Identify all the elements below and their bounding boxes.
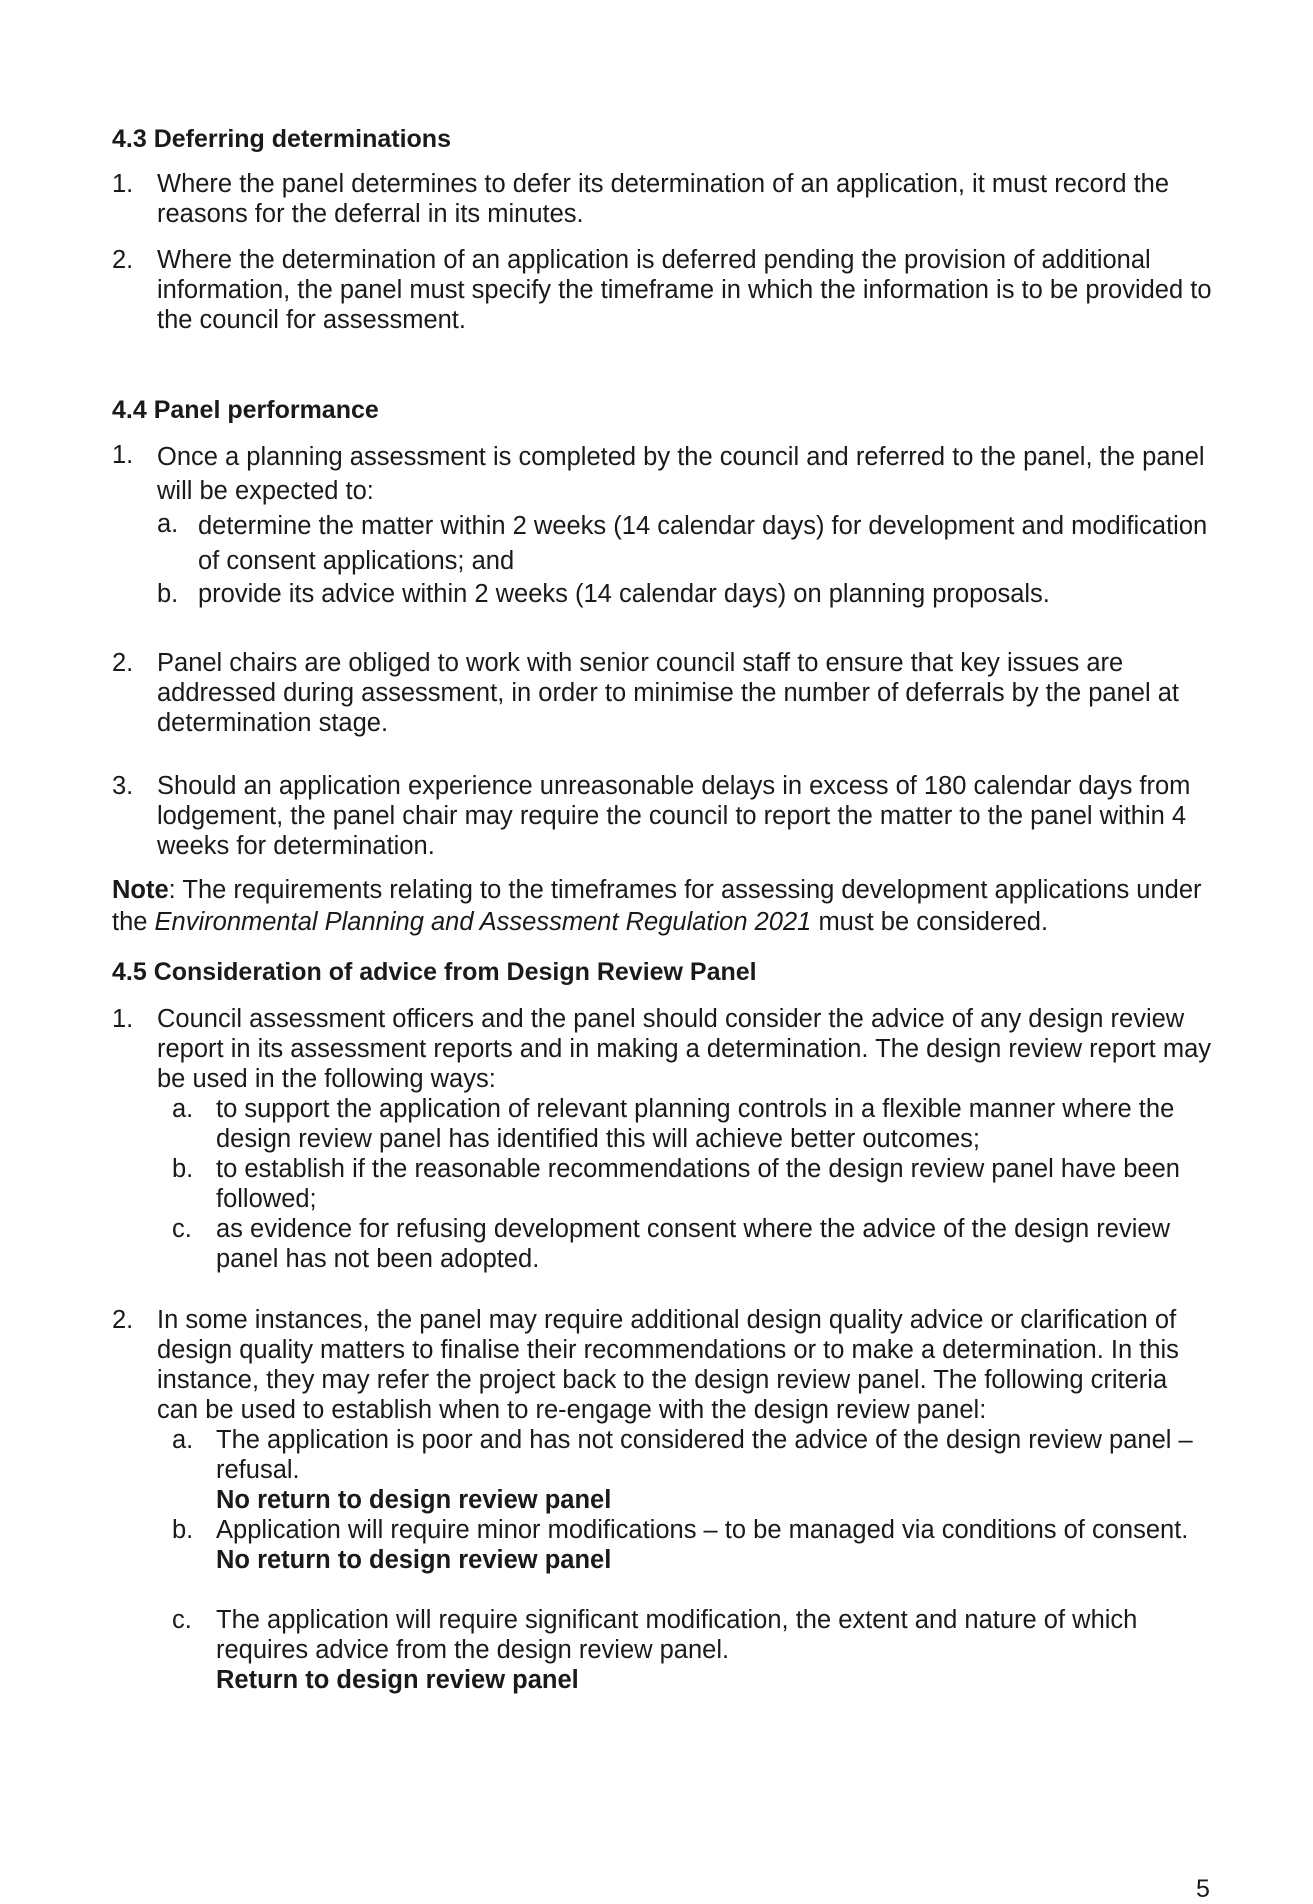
sub-list-marker: a. xyxy=(157,510,179,538)
sub-list-marker: b. xyxy=(172,1155,194,1183)
list-marker: 1. xyxy=(112,441,134,469)
criterion-outcome: Return to design review panel xyxy=(216,1666,579,1694)
sub-list-marker: a. xyxy=(172,1095,194,1123)
note-paragraph xyxy=(112,874,1212,938)
list-marker: 1. xyxy=(112,170,134,198)
note-label: Note xyxy=(112,876,169,904)
list-item-text: Once a planning assessment is completed by the council and referred to the panel, the panel will be expected to: xyxy=(157,443,1205,505)
list-marker: 1. xyxy=(112,1005,134,1033)
sub-list-item-text xyxy=(216,1515,1212,1575)
sub-list-marker: a. xyxy=(172,1426,194,1454)
list-item-text: Should an application experience unreasonable delays in excess of 180 calendar days from lodgement, the panel chair may require the council to report the matter to the panel within 4 weeks for determination. xyxy=(157,772,1191,860)
list-marker: 2. xyxy=(112,246,134,274)
note-regulation-title: Environmental Planning and Assessment Regulation 2021 xyxy=(154,908,812,936)
list-item-text: In some instances, the panel may require additional design quality advice or clarification of design quality matters to finalise their recommendations or to make a determination. In this instance, they may refer the project back to the design review panel. The following criteria can be used to establish when to re-engage with the design review panel: xyxy=(157,1306,1179,1424)
sub-list-item-text: as evidence for refusing development consent where the advice of the design review panel has not been adopted. xyxy=(216,1215,1170,1273)
sub-list-marker: c. xyxy=(172,1215,192,1243)
list-marker: 2. xyxy=(112,649,134,677)
section-heading-4-5: 4.5 Consideration of advice from Design Review Panel xyxy=(112,958,757,986)
criterion-text: The application is poor and has not considered the advice of the design review panel – refusal. xyxy=(216,1426,1193,1484)
list-item-text: Panel chairs are obliged to work with senior council staff to ensure that key issues are addressed during assessment, in order to minimise the number of deferrals by the panel at determination stage. xyxy=(157,649,1179,737)
section-heading-4-3: 4.3 Deferring determinations xyxy=(112,125,451,153)
criterion-outcome: No return to design review panel xyxy=(216,1486,612,1514)
sub-list-item-text xyxy=(216,1605,1212,1695)
sub-list-item-text: provide its advice within 2 weeks (14 calendar days) on planning proposals. xyxy=(198,580,1050,608)
sub-list-item-text: to support the application of relevant planning controls in a flexible manner where the design review panel has identified this will achieve better outcomes; xyxy=(216,1095,1175,1153)
criterion-text: The application will require significant modification, the extent and nature of which requires advice from the design review panel. xyxy=(216,1606,1138,1664)
criterion-outcome: No return to design review panel xyxy=(216,1546,612,1574)
sub-list-marker: b. xyxy=(157,580,179,608)
list-marker: 2. xyxy=(112,1306,134,1334)
sub-list-item-text: determine the matter within 2 weeks (14 calendar days) for development and modification of consent applications; and xyxy=(198,512,1208,575)
list-item-text: Where the panel determines to defer its determination of an application, it must record the reasons for the deferral in its minutes. xyxy=(157,170,1170,228)
criterion-text: Application will require minor modifications – to be managed via conditions of consent. xyxy=(216,1516,1189,1544)
sub-list-marker: c. xyxy=(172,1606,192,1634)
note-text: : The requirements relating to the timeframes for assessing development applications under the xyxy=(112,876,1202,936)
page-number: 5 xyxy=(1196,1875,1210,1903)
sub-list-item-text xyxy=(216,1425,1212,1515)
list-item-text: Where the determination of an application is deferred pending the provision of additional information, the panel must specify the timeframe in which the information is to be provided to the council for assessment. xyxy=(157,246,1212,334)
sub-list-marker: b. xyxy=(172,1516,194,1544)
list-item-text: Council assessment officers and the panel should consider the advice of any design review report in its assessment reports and in making a determination. The design review report may be used in the following ways: xyxy=(157,1005,1212,1093)
section-heading-4-4: 4.4 Panel performance xyxy=(112,396,379,424)
note-text-end: must be considered. xyxy=(811,908,1049,936)
sub-list-item-text: to establish if the reasonable recommendations of the design review panel have been followed; xyxy=(216,1155,1180,1213)
list-marker: 3. xyxy=(112,772,134,800)
